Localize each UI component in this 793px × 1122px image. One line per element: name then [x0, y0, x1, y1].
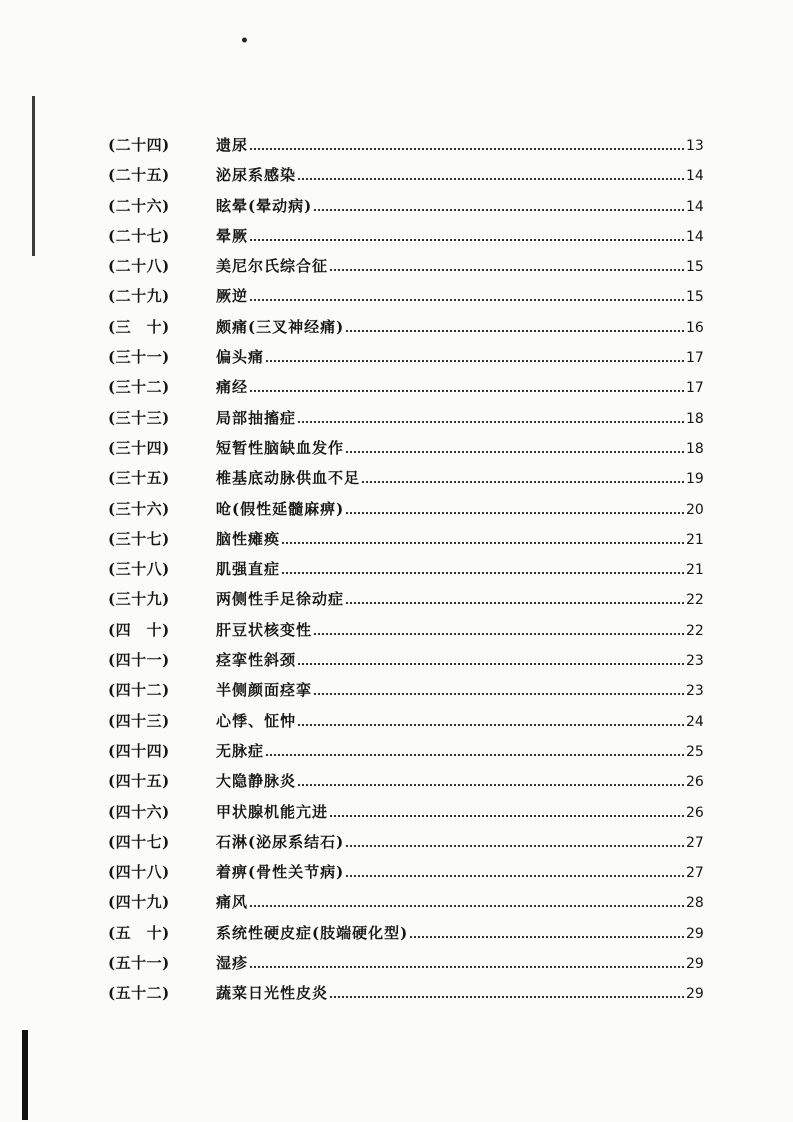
toc-entry-page: 22 [686, 622, 704, 639]
toc-entry-page: 15 [686, 259, 704, 276]
toc-entry [108, 342, 708, 372]
toc-entry-title: 系统性硬皮症(肢端硬化型) [216, 923, 409, 942]
toc-dot-leader [330, 996, 684, 998]
toc-entry-title: 局部抽搐症 [216, 408, 297, 427]
toc-entry-title: 脑性瘫痪 [216, 529, 281, 548]
toc-entry-page: 17 [686, 350, 704, 367]
toc-entry-page: 21 [686, 531, 704, 548]
toc-entry-number: (四 十) [108, 620, 170, 639]
toc-entry [108, 584, 708, 614]
toc-entry-page: 21 [686, 562, 704, 579]
toc-entry-page: 29 [686, 956, 704, 973]
toc-entry-number: (四十三) [108, 711, 170, 730]
toc-dot-leader [346, 845, 684, 847]
toc-dot-leader [346, 875, 684, 877]
toc-entry-page: 23 [686, 683, 704, 700]
toc-dot-leader [330, 269, 684, 271]
toc-entry [108, 372, 708, 402]
toc-entry [108, 766, 708, 796]
toc-entry-page: 28 [686, 895, 704, 912]
toc-entry-number: (四十七) [108, 832, 170, 851]
toc-entry [108, 281, 708, 311]
toc-dot-leader [346, 451, 684, 453]
toc-entry [108, 706, 708, 736]
toc-entry-title: 短暂性脑缺血发作 [216, 438, 345, 457]
toc-entry [108, 524, 708, 554]
toc-entry-page: 18 [686, 410, 704, 427]
toc-entry-page: 16 [686, 319, 704, 336]
toc-entry-number: (二十九) [108, 287, 170, 306]
toc-entry-page: 19 [686, 471, 704, 488]
toc-entry-page: 25 [686, 743, 704, 760]
toc-dot-leader [346, 602, 684, 604]
toc-entry [108, 554, 708, 584]
toc-entry-title: 痛经 [216, 378, 249, 397]
toc-dot-leader [410, 936, 684, 938]
toc-dot-leader [250, 239, 684, 241]
toc-entry-number: (四十一) [108, 651, 170, 670]
toc-entry-title: 眩晕(晕动病) [216, 196, 313, 215]
toc-entry-number: (四十五) [108, 772, 170, 791]
toc-entry-title: 蔬菜日光性皮炎 [216, 984, 329, 1003]
toc-entry-number: (三 十) [108, 317, 170, 336]
toc-entry-number: (三十七) [108, 529, 170, 548]
toc-entry-page: 14 [686, 168, 704, 185]
toc-dot-leader [282, 572, 684, 574]
toc-entry [108, 827, 708, 857]
toc-entry-title: 无脉症 [216, 741, 265, 760]
toc-dot-leader [346, 512, 684, 514]
toc-entry-page: 14 [686, 198, 704, 215]
toc-entry-title: 呛(假性延髓麻痹) [216, 499, 345, 518]
toc-dot-leader [250, 966, 684, 968]
toc-dot-leader [266, 754, 684, 756]
toc-dot-leader [282, 542, 684, 544]
toc-entry-page: 22 [686, 592, 704, 609]
toc-entry [108, 221, 708, 251]
toc-entry [108, 918, 708, 948]
toc-entry-number: (二十四) [108, 136, 170, 154]
toc-entry-number: (二十六) [108, 196, 170, 215]
toc-entry [108, 403, 708, 433]
toc-entry-title: 厥逆 [216, 287, 249, 306]
toc-entry-number: (三十九) [108, 590, 170, 609]
toc-dot-leader [314, 209, 684, 211]
toc-entry-number: (四十四) [108, 741, 170, 760]
toc-dot-leader [298, 724, 684, 726]
toc-entry-number: (五 十) [108, 923, 170, 942]
toc-entry [108, 675, 708, 705]
toc-entry-number: (四十二) [108, 681, 170, 700]
toc-entry-page: 24 [686, 713, 704, 730]
toc-entry [108, 857, 708, 887]
toc-entry-title: 晕厥 [216, 226, 249, 245]
toc-entry [108, 948, 708, 978]
toc-entry [108, 191, 708, 221]
toc-entry-title: 美尼尔氏综合征 [216, 257, 329, 276]
toc-entry-number: (三十八) [108, 560, 170, 579]
toc-dot-leader [330, 815, 684, 817]
toc-entry-number: (三十二) [108, 378, 170, 397]
toc-entry-page: 17 [686, 380, 704, 397]
toc-entry-page: 26 [686, 774, 704, 791]
toc-entry [108, 251, 708, 281]
toc-dot-leader [346, 330, 684, 332]
toc-dot-leader [362, 481, 684, 483]
toc-entry [108, 887, 708, 917]
toc-dot-leader [266, 360, 684, 362]
toc-entry-page: 13 [686, 138, 704, 154]
toc-entry-number: (二十五) [108, 166, 170, 185]
table-of-contents [108, 130, 708, 1009]
page-mark: • [240, 33, 249, 49]
toc-entry-page: 27 [686, 865, 704, 882]
toc-entry [108, 736, 708, 766]
toc-entry [108, 978, 708, 1008]
toc-entry-page: 29 [686, 925, 704, 942]
toc-entry [108, 797, 708, 827]
toc-entry-page: 23 [686, 653, 704, 670]
toc-entry-title: 大隐静脉炎 [216, 772, 297, 791]
toc-dot-leader [314, 633, 684, 635]
toc-entry-number: (三十六) [108, 499, 170, 518]
toc-entry-number: (四十九) [108, 893, 170, 912]
toc-entry-number: (三十三) [108, 408, 170, 427]
toc-entry-title: 遗尿 [216, 136, 249, 154]
toc-dot-leader [298, 178, 684, 180]
toc-entry [108, 312, 708, 342]
toc-entry-number: (三十四) [108, 438, 170, 457]
toc-dot-leader [314, 693, 684, 695]
toc-entry-number: (五十二) [108, 984, 170, 1003]
toc-entry-title: 半侧颜面痉挛 [216, 681, 313, 700]
toc-entry-title: 肝豆状核变性 [216, 620, 313, 639]
toc-entry-title: 甲状腺机能亢进 [216, 802, 329, 821]
toc-entry-title: 椎基底动脉供血不足 [216, 469, 361, 488]
toc-dot-leader [298, 663, 684, 665]
toc-entry-page: 15 [686, 289, 704, 306]
toc-dot-leader [250, 390, 684, 392]
toc-entry-page: 26 [686, 804, 704, 821]
toc-entry-number: (三十五) [108, 469, 170, 488]
toc-entry-page: 29 [686, 986, 704, 1003]
toc-entry [108, 494, 708, 524]
toc-dot-leader [250, 905, 684, 907]
toc-entry-title: 泌尿系感染 [216, 166, 297, 185]
toc-entry-title: 两侧性手足徐动症 [216, 590, 345, 609]
toc-entry-page: 27 [686, 834, 704, 851]
toc-entry [108, 130, 708, 160]
toc-entry [108, 645, 708, 675]
toc-entry-title: 颇痛(三叉神经痛) [216, 317, 345, 336]
toc-entry-title: 着痹(骨性关节病) [216, 863, 345, 882]
toc-dot-leader [250, 148, 684, 150]
toc-entry-title: 痉挛性斜颈 [216, 651, 297, 670]
toc-entry-number: (五十一) [108, 954, 170, 973]
toc-entry-title: 湿疹 [216, 954, 249, 973]
toc-entry [108, 463, 708, 493]
toc-entry-page: 20 [686, 501, 704, 518]
toc-entry-title: 肌强直症 [216, 560, 281, 579]
scan-edge-mark-bottom [22, 1030, 28, 1120]
toc-dot-leader [298, 421, 684, 423]
toc-entry-page: 18 [686, 440, 704, 457]
toc-entry-title: 痛风 [216, 893, 249, 912]
toc-entry-number: (二十七) [108, 226, 170, 245]
toc-entry [108, 433, 708, 463]
toc-entry [108, 615, 708, 645]
toc-dot-leader [250, 299, 684, 301]
toc-entry-number: (四十六) [108, 802, 170, 821]
toc-entry [108, 160, 708, 190]
toc-dot-leader [298, 784, 684, 786]
toc-entry-page: 14 [686, 228, 704, 245]
toc-entry-title: 心悸、怔忡 [216, 711, 297, 730]
toc-entry-number: (二十八) [108, 257, 170, 276]
toc-entry-number: (四十八) [108, 863, 170, 882]
toc-entry-title: 石淋(泌尿系结石) [216, 832, 345, 851]
scan-edge-mark-top [32, 96, 35, 256]
toc-entry-title: 偏头痛 [216, 348, 265, 367]
toc-entry-number: (三十一) [108, 348, 170, 367]
